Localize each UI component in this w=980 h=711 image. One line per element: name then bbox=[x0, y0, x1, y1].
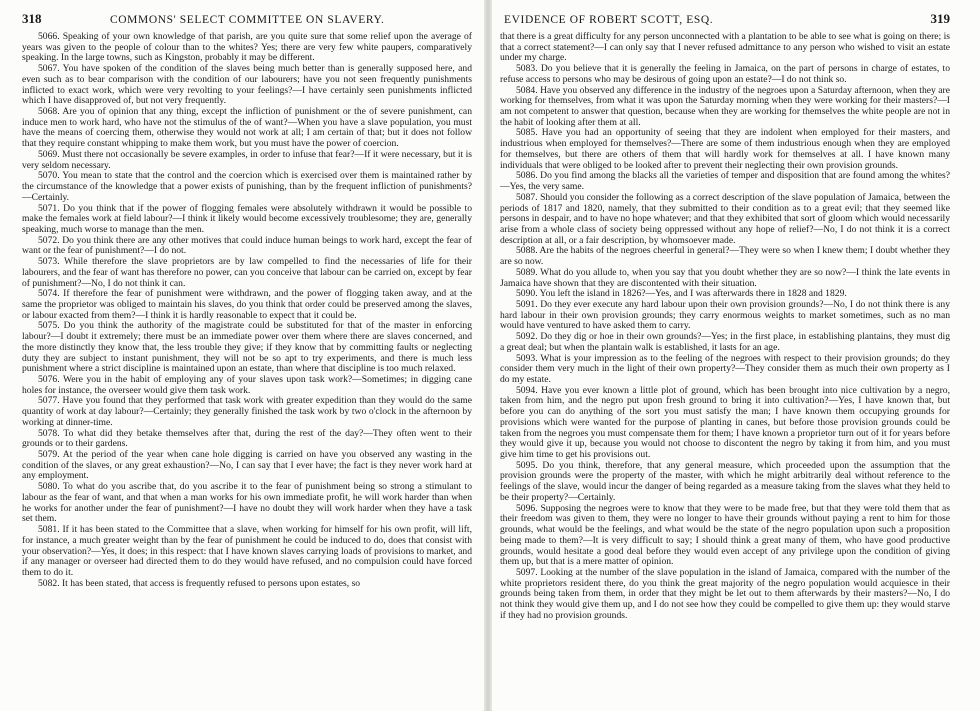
testimony-paragraph: 5091. Do they ever execute any hard labour upon their own provision grounds?—No, I do not think there is any hard labour in their own provision grounds; they carry enormous weights to market sometimes, such as no man would have ventured to have asked them to carry. bbox=[500, 298, 950, 332]
left-page-body bbox=[22, 32, 472, 589]
testimony-paragraph: 5085. Have you had an opportunity of seeing that they are indolent when employed for their masters, and industrious when employed for themselves?—There are some of them industrious enough when they are employed for themselves, but there are others of them that will hardly work for themselves at all. I have known many individuals that were obliged to be looked after to prevent their neglecting their own provision grounds. bbox=[500, 127, 950, 171]
lead-in-paragraph: that there is a great difficulty for any person unconnected with a plantation to be able to see what is going on there; is that a correct statement?—I can only say that I never refused admittance to any person who wished to visit an estate under my charge. bbox=[500, 31, 950, 64]
testimony-paragraph: 5089. What do you allude to, when you say that you doubt whether they are so now?—I think the late events in Jamaica have shown that they are discontented with their situation. bbox=[500, 266, 950, 289]
testimony-paragraph: 5072. Do you think there are any other motives that could induce human beings to work hard, except the fear of want or the fear of punishment?—I do not. bbox=[22, 234, 472, 257]
testimony-paragraph: 5077. Have you found that they performed that task work with greater expedition than they would do the same quantity of work at day labour?—Certainly; they generally finished the task work by two o'clock in the afternoon by working at dinner-time. bbox=[22, 395, 472, 428]
testimony-paragraph: 5094. Have you ever known a little plot of ground, which has been brought into nice cultivation by a negro, taken from him, and the negro put upon fresh ground to bring it into cultivation?—Yes, I have known that, but before you can do anything of the sort you must satisfy the man; I have known them occupying grounds for provisions which were wanted for the purpose of planting in canes, but before those provision grounds could be taken from the negroes you must compensate them for them; I have known a proprietor turn out of it for years before they would give it up, because you would not choose to discontent the negro by taking it from him, and you must give him time to get his provisions out. bbox=[500, 384, 950, 461]
testimony-paragraph: 5071. Do you think that if the power of flogging females were absolutely withdrawn it would be possible to make the females work at field labour?—I think it likely would become excessively troublesome; they are, generally speaking, much worse to manage than the men. bbox=[22, 202, 472, 235]
testimony-paragraph: 5073. While therefore the slave proprietors are by law compelled to find the necessaries of life for their labourers, and the fear of want has therefore no power, can you conceive that labour can be carried on, except by fear of punishment?—No, I do not think it can. bbox=[22, 256, 472, 289]
right-running-title: EVIDENCE OF ROBERT SCOTT, ESQ. bbox=[504, 14, 714, 26]
testimony-paragraph: 5081. If it has been stated to the Committee that a slave, when working for himself for his own profit, will lift, for instance, a much greater weight than by the fear of punishment he could be induced to do, does that consist with your observation?—Yes, it does; in this respect: that I have known slaves carrying loads of provisions to market, and if any manager or overseer had directed them to do they would have refused, and no compulsion could have forced them to do it. bbox=[22, 524, 472, 578]
testimony-paragraph: 5088. Are the habits of the negroes cheerful in general?—They were so when I knew them; I doubt whether they are so now. bbox=[500, 245, 950, 268]
testimony-paragraph: 5092. Do they dig or hoe in their own grounds?—Yes; in the first place, in establishing plantains, they must dig a great deal; but when the plantain walk is established, it lasts for an age. bbox=[500, 331, 950, 353]
testimony-paragraph: 5069. Must there not occasionally be severe examples, in order to infuse that fear?—If it were necessary, but it is very seldom necessary. bbox=[22, 148, 472, 171]
testimony-paragraph: 5070. You mean to state that the control and the coercion which is exercised over them is maintained rather by the circumstance of the knowledge that a power exists of punishing, than by the frequent infliction of punishments?—Certainly. bbox=[22, 170, 472, 203]
testimony-paragraph: 5084. Have you observed any difference in the industry of the negroes upon a Saturday afternoon, when they are working for themselves, from what it was upon the Saturday morning when they were working for their masters?—I am not competent to answer that question, because when they are working for themselves the white people are not in the habit of looking after them at all. bbox=[500, 84, 950, 128]
testimony-paragraph: 5096. Supposing the negroes were to know that they were to be made free, but that they were told them that as their freedom was given to them, they were no longer to have their grounds without paying a rent to him for those grounds, what would be the feelings, and what would be the state of the negro population upon such a proposition being made to them?—It is very difficult to say; I should think a great many of them, who have good productive grounds, would hesitate a good deal before they would even accept of any privilege upon the condition of giving them up, but that is a mere matter of opinion. bbox=[500, 502, 950, 568]
left-running-head bbox=[22, 10, 472, 28]
testimony-paragraph: 5076. Were you in the habit of employing any of your slaves upon task work?—Sometimes; in digging cane holes for instance, the overseer would give them task work. bbox=[22, 374, 472, 396]
testimony-paragraph: 5097. Looking at the number of the slave population in the island of Jamaica, compared with the number of the white proprietors resident there, do you think the great majority of the negro population would acquiesce in their grounds being taken from them, in order that they might be let out to them afterwards by their masters?—No, I do not think they would give them up, and I do not see how they could be compelled to give them up: they would starve if they had no provision grounds. bbox=[500, 566, 950, 621]
testimony-paragraph: 5079. At the period of the year when cane hole digging is carried on have you observed any wasting in the condition of the slaves, or any great exhaustion?—No, I can say that I ever have; the fact is they never work hard at any employment. bbox=[22, 449, 472, 482]
testimony-paragraph: 5095. Do you think, therefore, that any general measure, which proceeded upon the assumption that the provision grounds were the property of the master, with which he might arbitrarily deal without reference to the feelings of the slave, would incur the danger of being regarded as a measure taking from the slaves what they held to be their property?—Certainly. bbox=[500, 459, 950, 503]
testimony-paragraph: 5083. Do you believe that it is generally the feeling in Jamaica, on the part of persons in charge of estates, to refuse access to persons who may be desirous of going upon an estate?—I do not think so. bbox=[500, 63, 950, 85]
right-page-body bbox=[500, 32, 950, 622]
left-page-number: 318 bbox=[22, 11, 42, 26]
testimony-paragraph: 5067. You have spoken of the condition of the slaves being much better than is generally supposed here, and even such as to bear comparison with the condition of our labourers; have you not seen frequently punishments inflicted to exact work, which were very revolting to your feelings?—I have certainly seen punishments inflicted which I have disapproved of, but not very frequently. bbox=[22, 63, 472, 107]
testimony-paragraph: 5068. Are you of opinion that any thing, except the infliction of punishment or the of severe punishment, can induce men to work hard, who have not the stimulus of the of want?—When you have a slave population, you must have the means of coercing them, otherwise they would not work at all; I am certain of that; but it does not follow that they require constant whipping to make them work, but you must have the power of coercion. bbox=[22, 106, 472, 150]
testimony-paragraph: 5066. Speaking of your own knowledge of that parish, are you quite sure that some relief upon the average of years was given to the people of colour than to the whites? Yes; there are very few white paupers, comparatively speaking. In the large towns, such as Kingston, probably it may be different. bbox=[22, 31, 472, 64]
testimony-paragraph: 5075. Do you think the authority of the magistrate could be substituted for that of the master in enforcing labour?—I doubt it extremely; there must be an immediate power over them where there are slaves concerned, and the more distinctly they know that, the less trouble they give; if they know that by committing faults or neglecting duty they are subject to instant punishment, they will not be so apt to try experiments, and there is much less punishment where a strict discipline is maintained upon an estate, than where that discipline is too much relaxed. bbox=[22, 320, 472, 375]
testimony-paragraph: 5086. Do you find among the blacks all the varieties of temper and disposition that are found among the whites?—Yes, the very same. bbox=[500, 170, 950, 193]
testimony-paragraph: 5080. To what do you ascribe that, do you ascribe it to the fear of punishment being so strong a stimulant to labour as the fear of want, and that when a man works for his own immediate profit, he will work harder than when he works for another under the fear of punishment?—I have no doubt they will work harder when they have a task set them. bbox=[22, 481, 472, 525]
testimony-paragraph: 5087. Should you consider the following as a correct description of the slave population of Jamaica, between the periods of 1817 and 1820, namely, that they submitted to their condition as to a great evil; that they seemed like persons in despair, and to have no hope whatever; and that they exhibited that sort of gloom which would necessarily arise from a whole class of society being oppressed without any hope of relief?—No, I do not think it is a correct description at all, or a fair description, by whomsoever made. bbox=[500, 191, 950, 246]
testimony-paragraph: 5074. If therefore the fear of punishment were withdrawn, and the power of flogging taken away, and at the same the proprietor was obliged to maintain his slaves, do you think that order could be preserved among the slaves, or labour exacted from them?—I think it is hardly reasonable to expect that it could be. bbox=[22, 288, 472, 321]
testimony-paragraph: 5082. It has been stated, that access is frequently refused to persons upon estates, so bbox=[38, 577, 361, 589]
testimony-paragraph: 5090. You left the island in 1826?—Yes, and I was afterwards there in 1828 and 1829. bbox=[516, 288, 847, 300]
left-running-title: COMMONS' SELECT COMMITTEE ON SLAVERY. bbox=[110, 14, 385, 26]
right-page-number: 319 bbox=[930, 11, 950, 26]
testimony-paragraph: 5078. To what did they betake themselves after that, during the rest of the day?—They often went to their grounds or to their gardens. bbox=[22, 427, 472, 450]
testimony-paragraph: 5093. What is your impression as to the feeling of the negroes with respect to their provision grounds; do they consider them very much in the light of their own property?—They consider them as much their own property as I do my estate. bbox=[500, 352, 950, 385]
right-page bbox=[490, 0, 980, 711]
right-running-head bbox=[500, 10, 950, 28]
left-page bbox=[0, 0, 486, 711]
